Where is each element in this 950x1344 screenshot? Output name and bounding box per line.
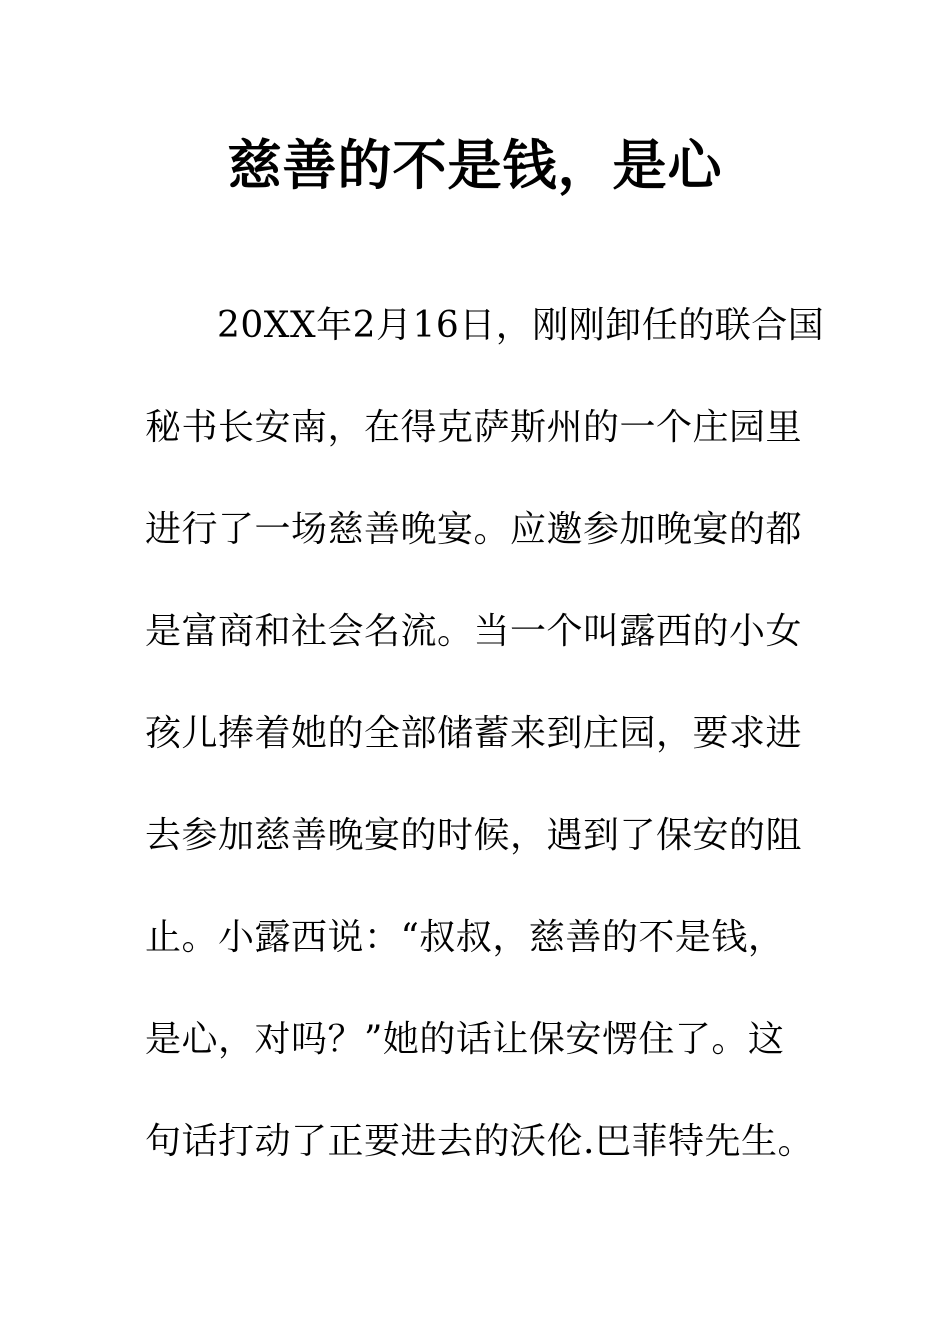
document-title: 慈善的不是钱，是心	[227, 134, 723, 197]
paragraph-line: 是心，对吗？”她的话让保安愣住了。这	[145, 1019, 785, 1060]
paragraph-line: 止。小露西说：“叔叔，慈善的不是钱，	[145, 917, 785, 958]
paragraph-line: 进行了一场慈善晚宴。应邀参加晚宴的都	[145, 509, 803, 550]
paragraph-line: 去参加慈善晚宴的时候，遇到了保安的阻	[145, 815, 803, 856]
body-paragraph	[145, 292, 825, 1210]
paragraph-line: 句话打动了正要进去的沃伦.巴菲特先生。	[145, 1121, 814, 1162]
paragraph-line: 秘书长安南，在得克萨斯州的一个庄园里	[145, 407, 803, 448]
paragraph-line: 是富商和社会名流。当一个叫露西的小女	[145, 611, 803, 652]
paragraph-line: 20XX年2月16日，刚刚卸任的联合国	[217, 305, 825, 346]
paragraph-line: 孩儿捧着她的全部储蓄来到庄园，要求进	[145, 713, 803, 754]
